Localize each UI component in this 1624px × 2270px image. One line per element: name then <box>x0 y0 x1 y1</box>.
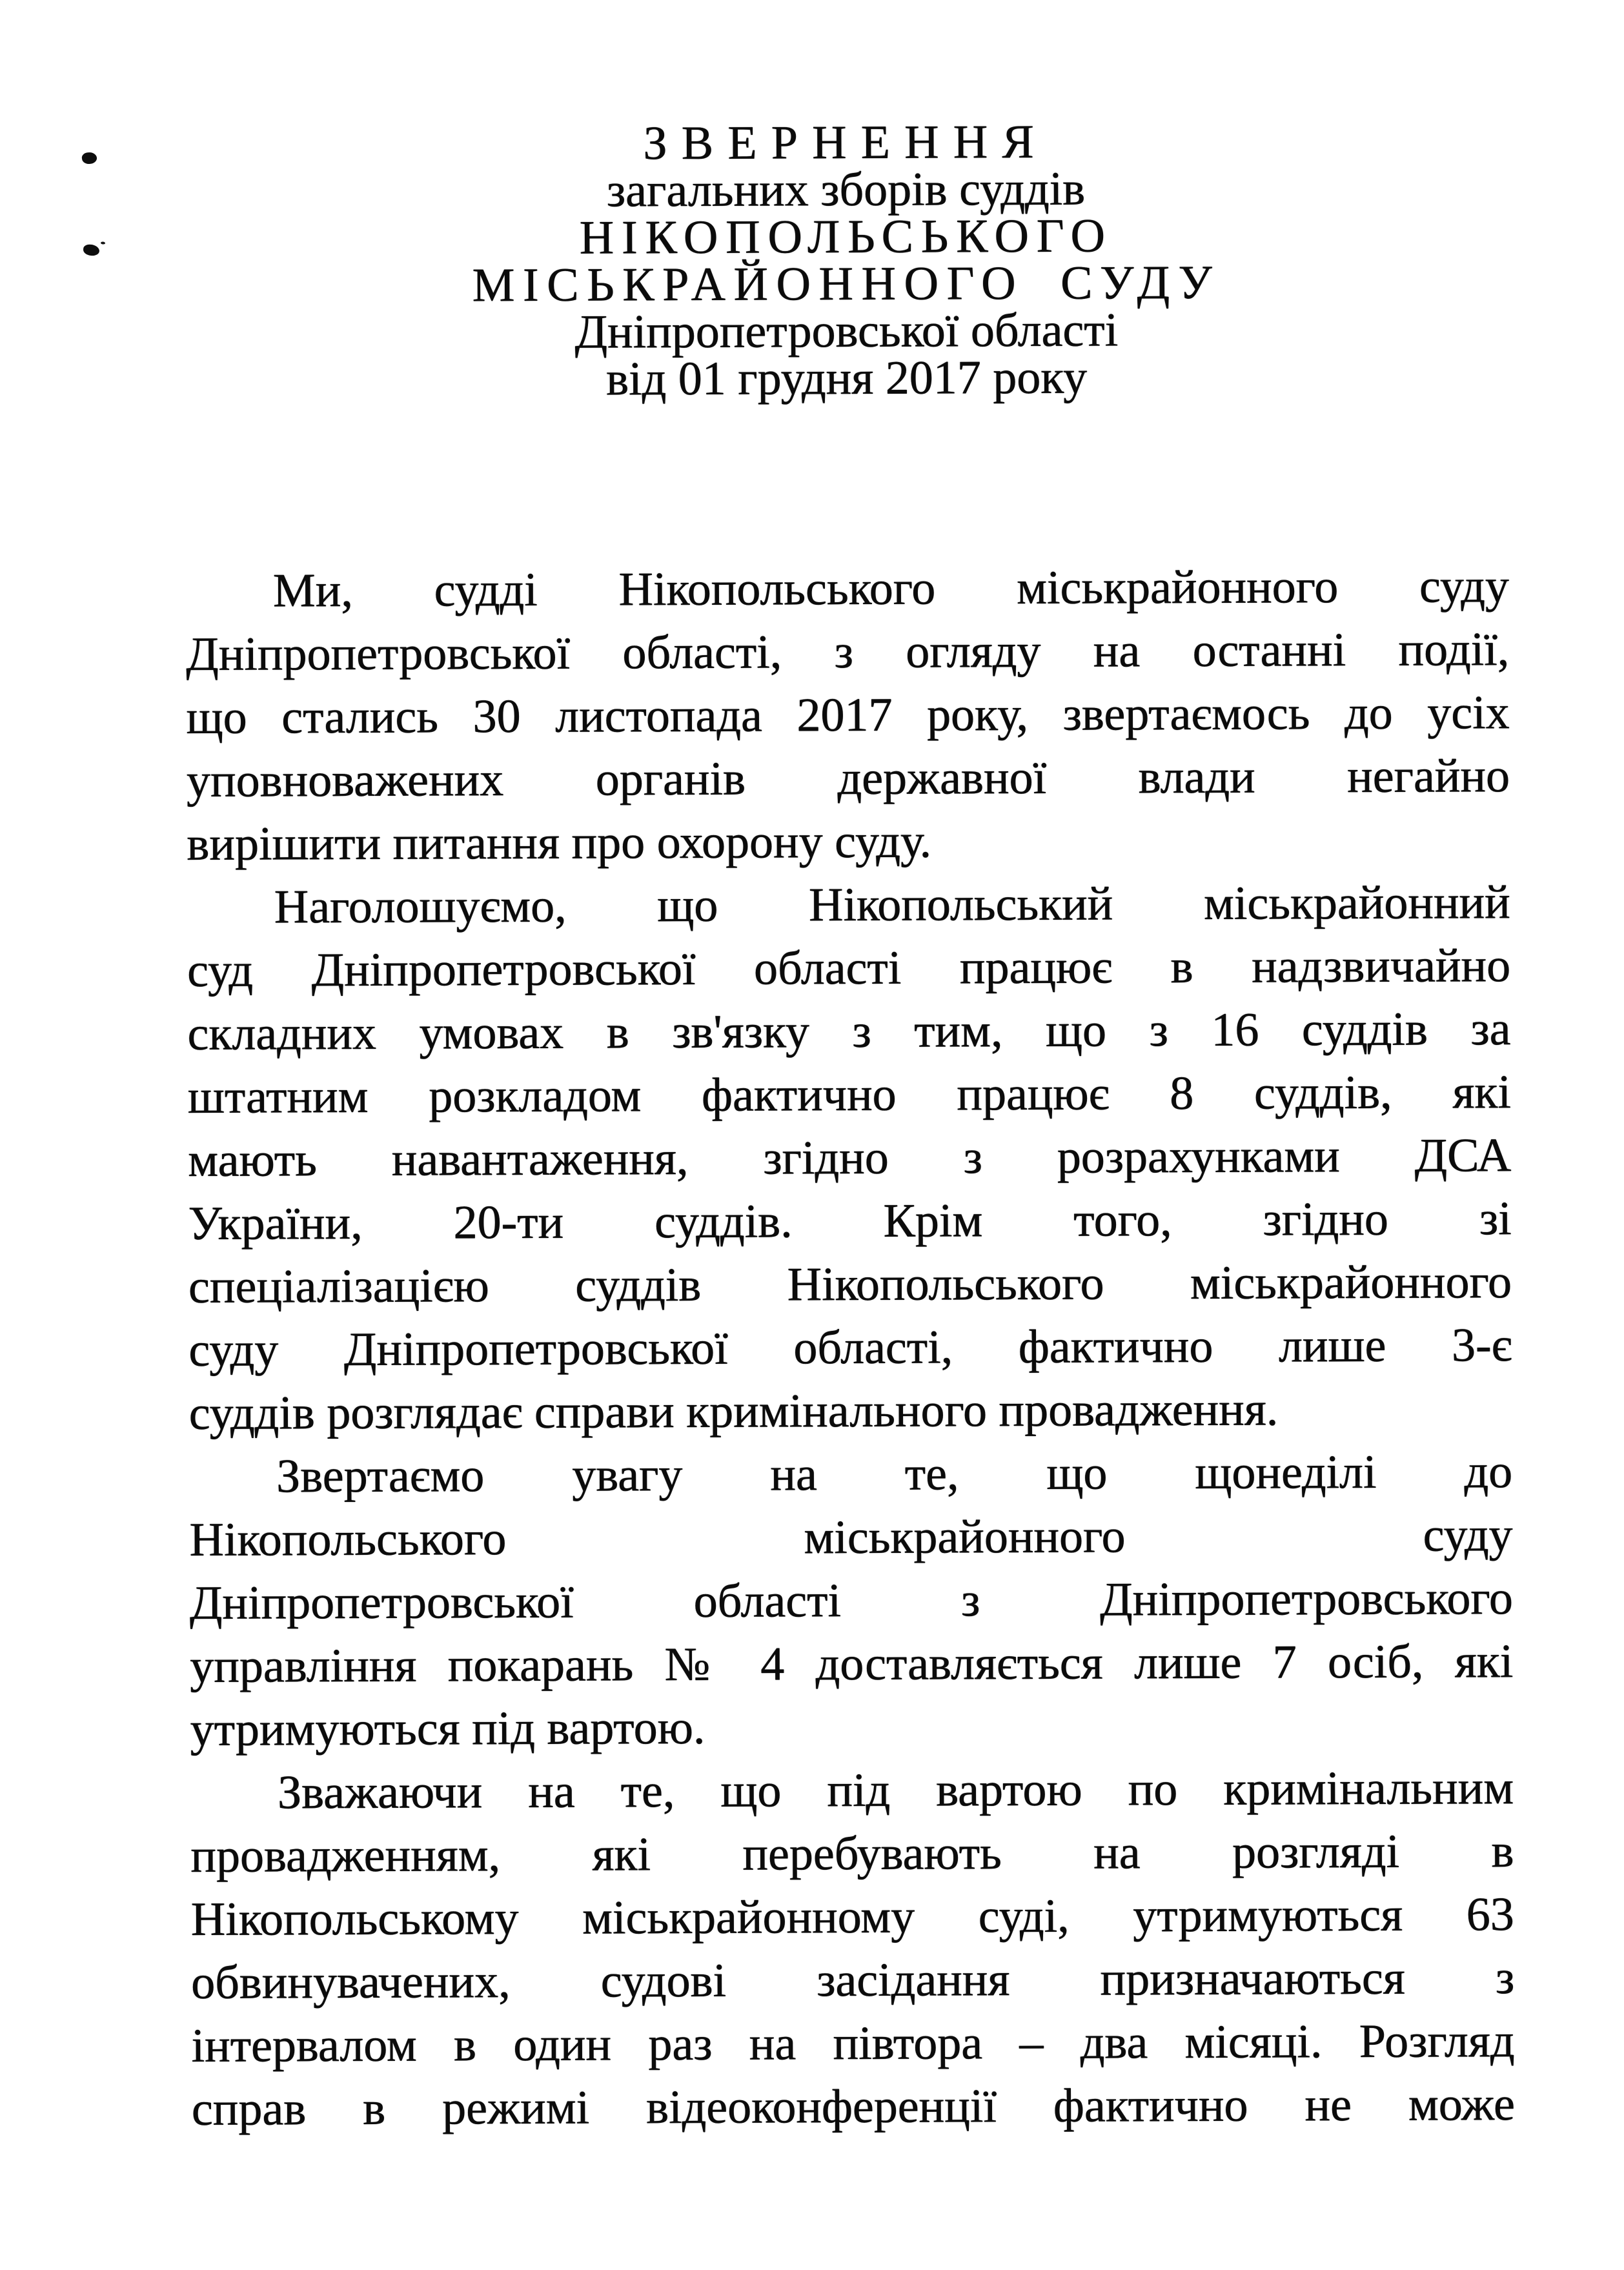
paragraph-1 <box>186 554 1510 876</box>
body-line: Зважаючи на те, що під вартою по кримінальним <box>277 1761 1514 1819</box>
body-line: Звертаємо увагу на те, що щонеділі до <box>276 1445 1513 1503</box>
body-line: провадженням, які перебувають на розгляді в <box>190 1825 1514 1883</box>
body-line: управління покарань № 4 доставляється лише 7 осіб, які <box>190 1635 1514 1693</box>
body-line: Нікопольському міськрайонному суді, утримуються 63 <box>190 1888 1514 1946</box>
body-line: складних умовах в зв'язку з тим, що з 16 суддів за <box>187 1002 1511 1060</box>
document-title-block <box>184 117 1508 405</box>
body-line: Нікопольського міськрайонного суду <box>189 1508 1513 1566</box>
body-line: України, 20-ти суддів. Крім того, згідно зі <box>188 1192 1512 1250</box>
body-line: мають навантаження, згідно з розрахунками ДСА <box>188 1129 1512 1187</box>
document-body <box>186 554 1515 2141</box>
body-line: штатним розкладом фактично працює 8 суддів, які <box>187 1066 1511 1124</box>
body-line: Наголошуємо, що Нікопольський міськрайонний <box>274 876 1510 934</box>
body-line: суддів розглядає справи кримінального провадження. <box>188 1383 1279 1440</box>
body-line: суд Дніпропетровської області працює в надзвичайно <box>187 939 1511 997</box>
paragraph-3 <box>189 1440 1514 1761</box>
body-line: Ми, судді Нікопольського міськрайонного суду <box>272 560 1509 618</box>
body-line: уповноважених органів державної влади негайно <box>186 749 1510 807</box>
body-line: утримуються під вартою. <box>190 1701 705 1756</box>
title-line-appeal: ЗВЕРНЕННЯ <box>643 115 1049 170</box>
body-line: Дніпропетровської області з Дніпропетровського <box>189 1572 1513 1630</box>
ink-speck-artifact <box>81 151 97 165</box>
title-line-assembly: загальних зборів суддів <box>606 162 1086 218</box>
body-line: справ в режимі відеоконференції фактично не може <box>191 2078 1515 2136</box>
title-line-court-name: НІКОПОЛЬСЬКОГО <box>579 209 1113 265</box>
title-line-date: від 01 грудня 2017 року <box>605 350 1088 406</box>
ink-speck-artifact <box>83 244 99 256</box>
body-line: обвинувачених, судові засідання призначаються з <box>190 1951 1515 2009</box>
title-line-region: Дніпропетровської області <box>574 303 1119 359</box>
body-line: що стались 30 листопада 2017 року, звертаємось до усіх <box>186 686 1510 744</box>
title-line-court-type: МІСЬКРАЙОННОГО СУДУ <box>472 256 1221 312</box>
body-line: Дніпропетровської області, з огляду на останні події, <box>186 623 1510 681</box>
paragraph-4 <box>190 1756 1515 2141</box>
paragraph-2 <box>187 871 1512 1445</box>
body-line: суду Дніпропетровської області, фактично лише 3-є <box>188 1319 1512 1377</box>
body-line: спеціалізацією суддів Нікопольського міськрайонного <box>188 1255 1512 1313</box>
body-line: вирішити питання про охорону суду. <box>187 815 932 871</box>
body-line: інтервалом в один раз на півтора – два місяці. Розгляд <box>191 2014 1515 2072</box>
document-content <box>184 117 1515 2141</box>
